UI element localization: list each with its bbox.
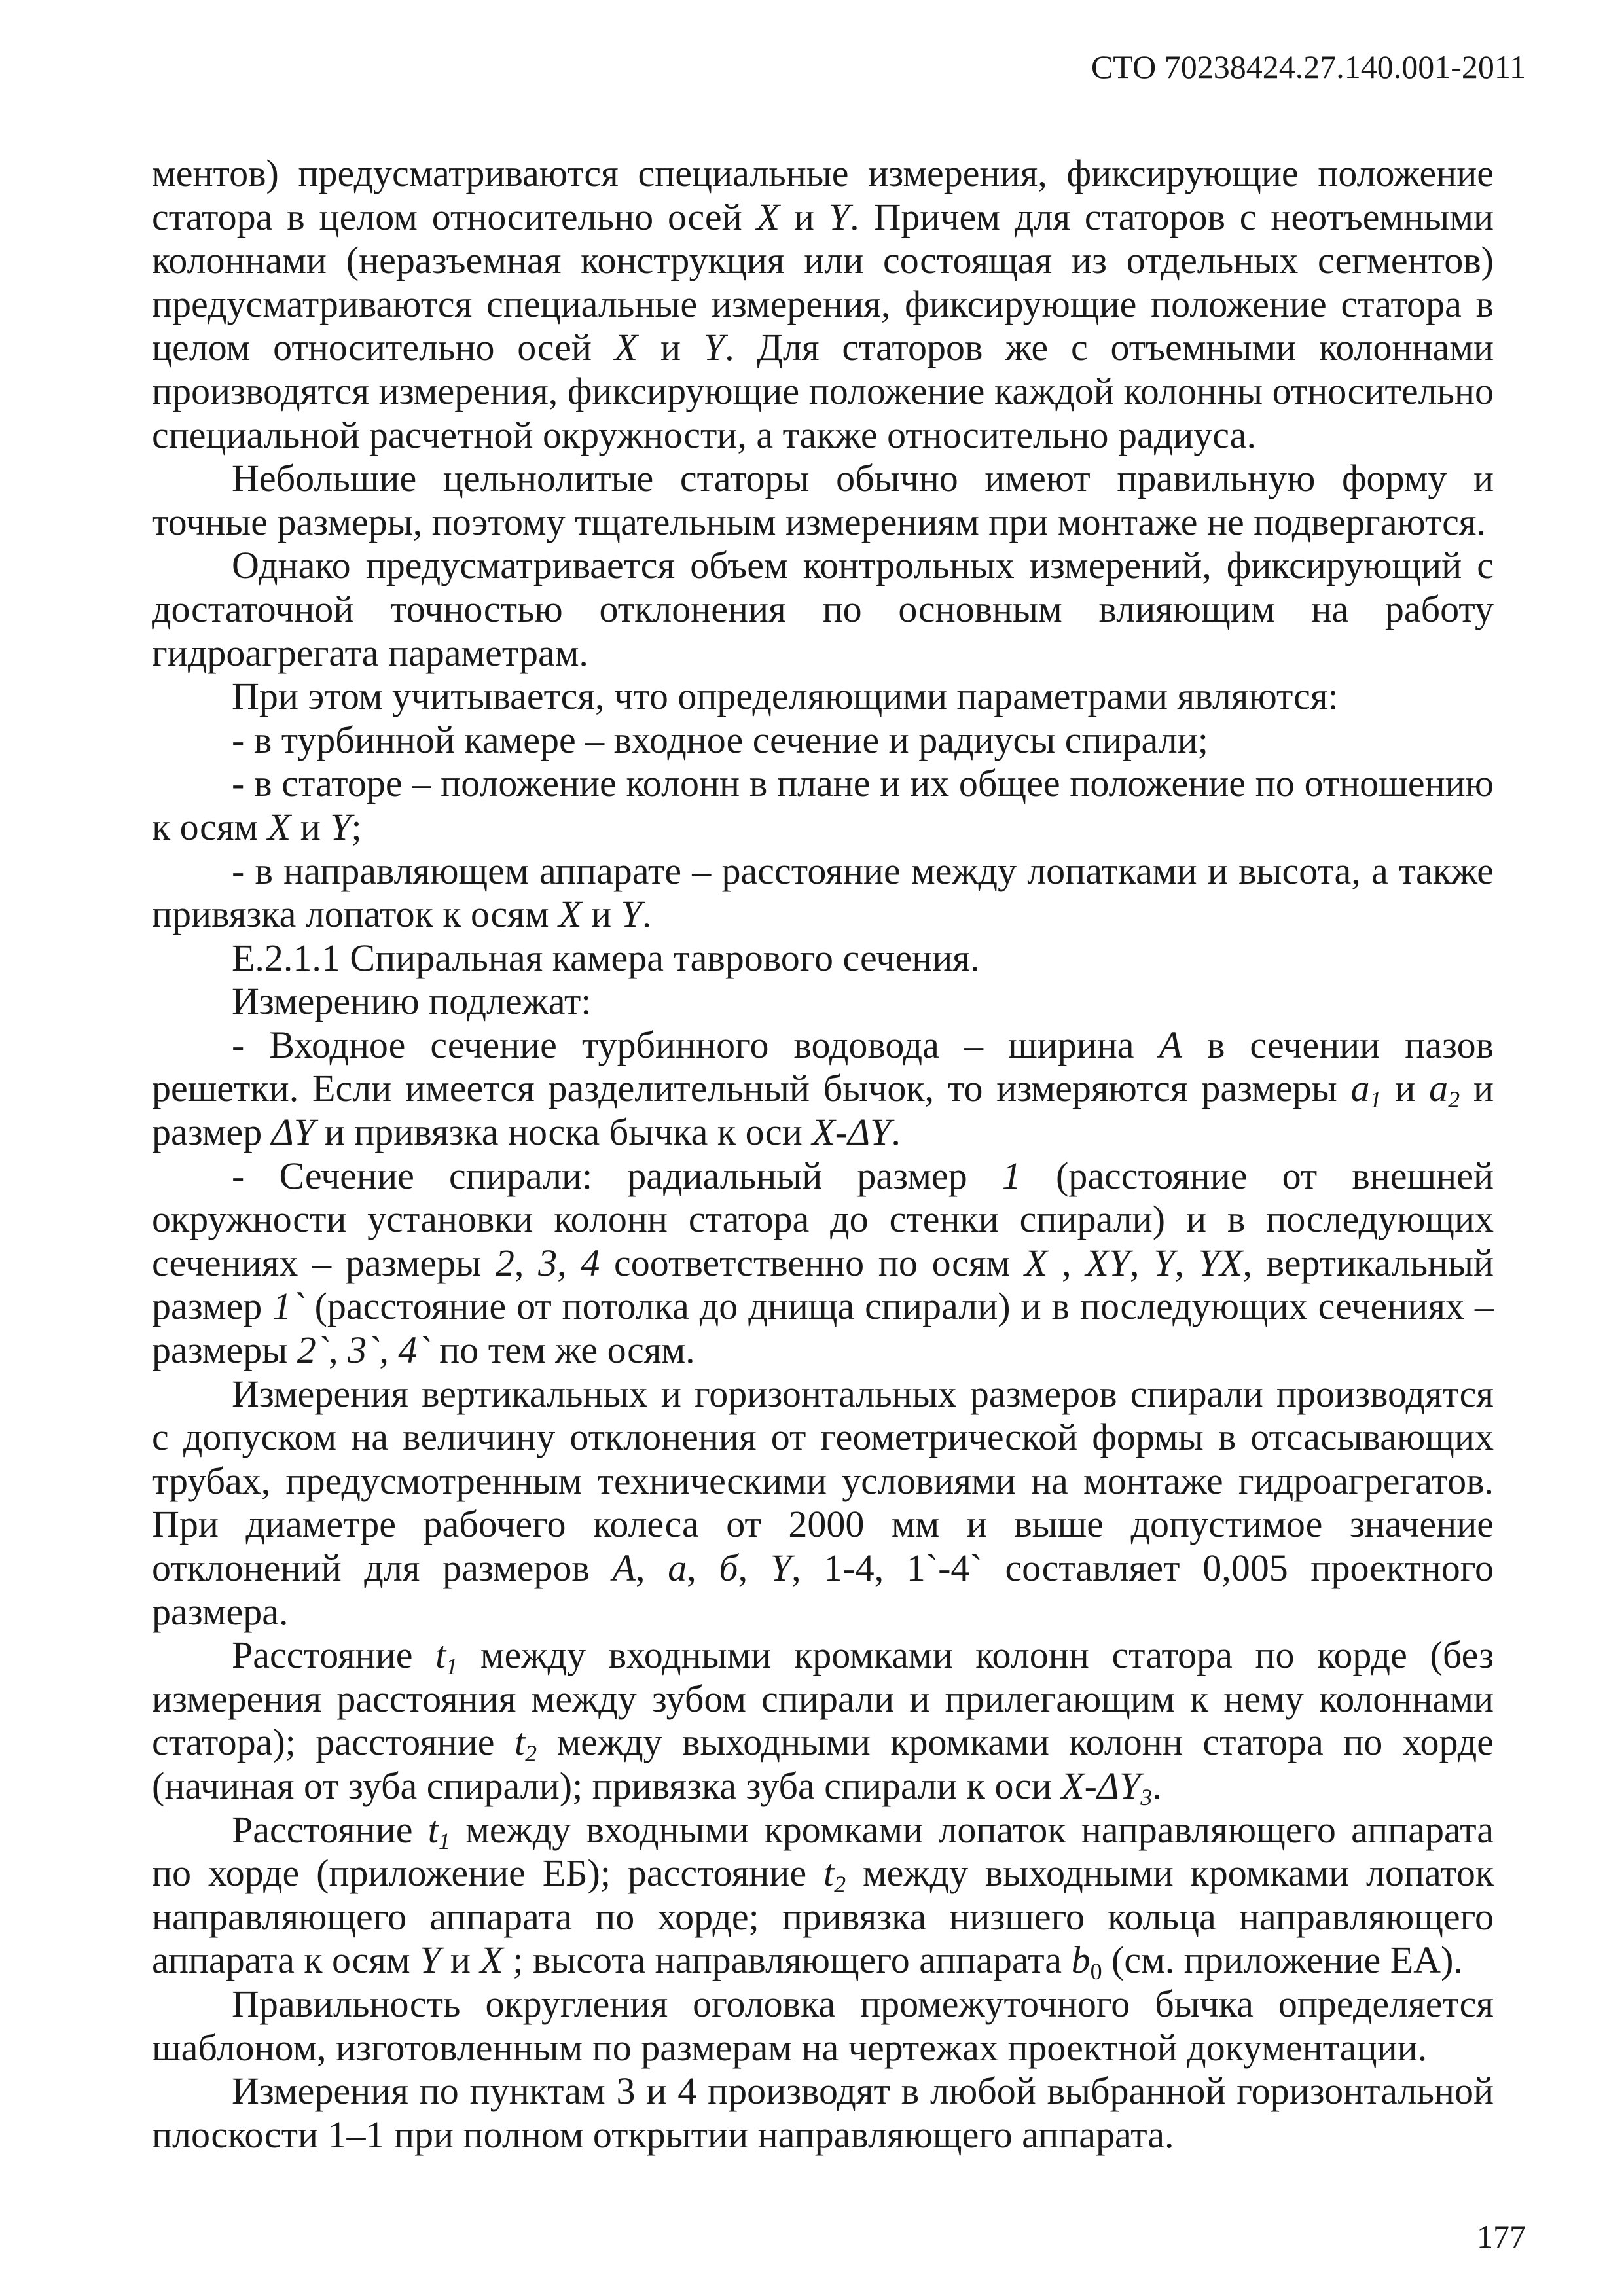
- paragraph: - в направляющем аппарате – расстояние между лопатками и высота, а также привязка лопаток к осям X и Y.: [152, 849, 1494, 936]
- paragraph: Расстояние $t_1$ между входными кромками колонн статора по корде (без измерения расстояния между зубом спирали и прилегающим к нему колоннами статора); расстояние $t_2$ между выходными кромками колонн статора по хорде (начиная от зуба спирали); привязка зуба спирали к оси $X-\Delta Y_3$.: [152, 1634, 1494, 1811]
- paragraph: ментов) предусматриваются специальные измерения, фиксирующие положение статора в целом относительно осей X и Y. Причем для статоров с неотъемными колоннами (неразъемная конструкция или состоящая из отдельных сегментов) предусматриваются специальные измерения, фиксирующие положение статора в целом относительно осей X и Y. Для статоров же с отъемными колоннами производятся измерения, фиксирующие положение каждой колонны относительно специальной расчетной окружности, а также относительно радиуса.: [152, 152, 1494, 456]
- paragraph: Измерения по пунктам 3 и 4 производят в любой выбранной горизонтальной плоскости 1–1 при полном открытии направляющего аппарата.: [152, 2070, 1494, 2156]
- paragraph: - Сечение спирали: радиальный размер 1 (расстояние от внешней окружности установки колонн статора до стенки спирали) и в последующих сечениях – размеры 2, 3, 4 соответственно по осям X , XY, Y, YX, вертикальный размер 1` (расстояние от потолка до днища спирали) и в последующих сечениях – размеры 2`, 3`, 4` по тем же осям.: [152, 1154, 1494, 1372]
- paragraph: Е.2.1.1 Спиральная камера таврового сечения.: [232, 936, 980, 979]
- paragraph: Измерения вертикальных и горизонтальных размеров спирали производятся с допуском на величину отклонения от геометрической формы в отсасывающих трубах, предусмотренным техническими условиями на монтаже гидроагрегатов. При диаметре рабочего колеса от 2000 мм и выше допустимое значение отклонений для размеров А, а, б, Y, 1-4, 1`-4` составляет 0,005 проектного размера.: [152, 1372, 1494, 1633]
- paragraph: При этом учитывается, что определяющими параметрами являются:: [232, 675, 1339, 718]
- document-code-header: СТО 70238424.27.140.001-2011: [1091, 48, 1526, 85]
- paragraph: Расстояние $t_1$ между входными кромками лопаток направляющего аппарата по хорде (приложение ЕБ); расстояние $t_2$ между выходными кромками лопаток направляющего аппарата по хорде; привязка низшего кольца направляющего аппарата к осям Y и X ; высота направляющего аппарата $b_0$ (см. приложение ЕА).: [152, 1808, 1494, 1985]
- paragraph: Однако предусматривается объем контрольных измерений, фиксирующий с достаточной точностью отклонения по основным влияющим на работу гидроагрегата параметрам.: [152, 544, 1494, 674]
- document-body: [152, 152, 1494, 2157]
- paragraph: - в турбинной камере – входное сечение и радиусы спирали;: [232, 718, 1208, 761]
- paragraph: Измерению подлежат:: [232, 980, 592, 1023]
- paragraph: - в статоре – положение колонн в плане и их общее положение по отношению к осям X и Y;: [152, 762, 1494, 848]
- paragraph: Небольшие цельнолитые статоры обычно имеют правильную форму и точные размеры, поэтому тщательным измерениям при монтаже не подвергаются.: [152, 457, 1494, 543]
- paragraph: - Входное сечение турбинного водовода – ширина А в сечении пазов решетки. Если имеется разделительный бычок, то измеряются размеры $а_1$ и $а_2$ и размер ΔY и привязка носка бычка к оси X-ΔY.: [152, 1023, 1494, 1154]
- paragraph: Правильность округления оголовка промежуточного бычка определяется шаблоном, изготовленным по размерам на чертежах проектной документации.: [152, 1982, 1494, 2069]
- page-number: 177: [1477, 2218, 1526, 2255]
